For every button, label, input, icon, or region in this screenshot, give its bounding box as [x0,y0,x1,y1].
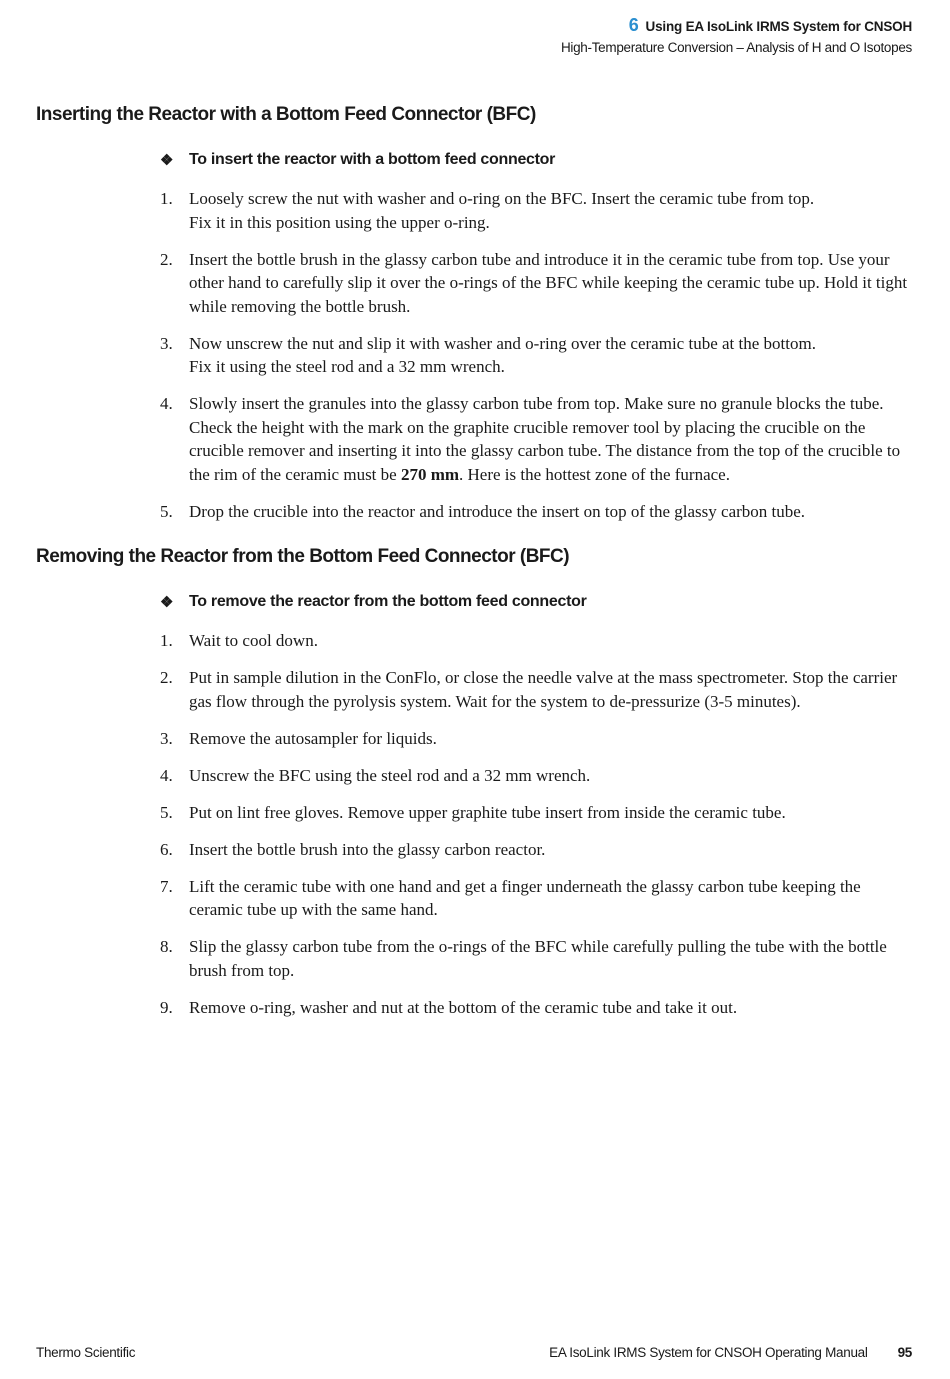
procedure-title-text: To insert the reactor with a bottom feed connector [189,151,556,168]
step-number: 5. [160,802,173,822]
step-number: 2. [160,249,173,269]
section-title: High-Temperature Conversion – Analysis of H and O Isotopes [560,40,912,55]
list-item [160,764,915,788]
list-item [160,666,915,713]
step-number: 3. [160,333,173,353]
step-text: Put on lint free gloves. Remove upper graphite tube insert from inside the ceramic tube. [189,802,786,822]
chapter-title: Using EA IsoLink IRMS System for CNSOH [645,19,912,34]
list-item [160,935,915,982]
step-text: Remove the autosampler for liquids. [189,728,437,748]
step-text: Put in sample dilution in the ConFlo, or close the needle valve at the mass spectrometer. Stop the carrier gas flow through the pyrolysis system. Wait for the system to de-pressurize (3-5 minutes). [189,668,898,711]
step-text: Slip the glassy carbon tube from the o-rings of the BFC while carefully pulling the tube with the bottle brush from top. [189,937,887,980]
step-number: 2. [160,668,173,687]
step-text-part: . Here is the hottest zone of the furnace. [459,464,730,484]
step-text: Lift the ceramic tube with one hand and get a finger underneath the glassy carbon tube keeping the ceramic tube up with the same hand. [189,876,861,919]
step-line: Now unscrew the nut and slip it with washer and o-ring over the ceramic tube at the bottom. [189,333,816,353]
page-number: 95 [897,1345,912,1360]
step-number: 4. [160,765,173,785]
step-text [189,332,915,379]
list-item [160,500,915,524]
list-item [160,392,915,486]
step-line: Fix it in this position using the upper o-ring. [189,212,490,232]
step-text: Insert the bottle brush in the glassy carbon tube and introduce it in the ceramic tube from top. Use your other hand to carefully slip it over the o-rings of the BFC while keeping the ceramic tube up. Hold it tight while removing the bottle brush. [189,249,908,316]
step-number: 8. [160,937,173,956]
step-number: 9. [160,997,173,1017]
list-item [160,996,915,1020]
footer-right [549,1345,912,1360]
list-item [160,838,915,862]
footer-publisher: Thermo Scientific [36,1345,136,1360]
step-text: Remove o-ring, washer and nut at the bottom of the ceramic tube and take it out. [189,997,738,1017]
step-text: Unscrew the BFC using the steel rod and a 32 mm wrench. [189,765,591,785]
procedure-title-insert [160,151,555,169]
step-text [189,187,915,234]
chapter-number: 6 [628,15,639,35]
step-line: Loosely screw the nut with washer and o-ring on the BFC. Insert the ceramic tube from top. [189,189,815,208]
section-heading-insert: Inserting the Reactor with a Bottom Feed Connector (BFC) [36,104,536,125]
step-number: 1. [160,189,173,208]
running-header [561,16,912,58]
step-number: 4. [160,394,173,413]
step-text-part: Slowly insert the granules into the glassy carbon tube from top. Make sure no granule blocks the tube. Check the height with the mark on the graphite crucible remover tool by placing the crucible on the crucible remover and inserting it into the glassy carbon tube. The distance from the top of the crucible to the rim of the ceramic must be [189,394,901,484]
procedure-title-remove [160,593,587,611]
step-number: 5. [160,501,173,521]
list-item [160,187,915,234]
step-number: 6. [160,839,173,859]
procedure-diamond-icon: ❖ [160,594,174,611]
step-number: 7. [160,876,173,896]
step-text-bold: 270 mm [400,464,460,484]
list-item [160,332,915,379]
footer-manual-title: EA IsoLink IRMS System for CNSOH Operating Manual [549,1345,868,1360]
step-text: Wait to cool down. [189,631,318,650]
step-text: Insert the bottle brush into the glassy carbon reactor. [189,839,546,859]
steps-list-remove [160,629,915,1033]
step-text: Drop the crucible into the reactor and introduce the insert on top of the glassy carbon tube. [189,501,806,521]
procedure-title-text: To remove the reactor from the bottom feed connector [189,593,587,610]
step-number: 1. [160,631,173,650]
section-heading-remove: Removing the Reactor from the Bottom Feed Connector (BFC) [36,546,570,567]
list-item [160,875,915,922]
step-line: Fix it using the steel rod and a 32 mm wrench. [189,357,505,376]
step-number: 3. [160,728,173,748]
procedure-diamond-icon: ❖ [160,152,174,169]
list-item [160,629,915,653]
list-item [160,727,915,751]
list-item [160,801,915,825]
list-item [160,248,915,319]
chapter-heading [561,16,912,36]
step-text [189,392,915,486]
steps-list-insert [160,187,915,537]
